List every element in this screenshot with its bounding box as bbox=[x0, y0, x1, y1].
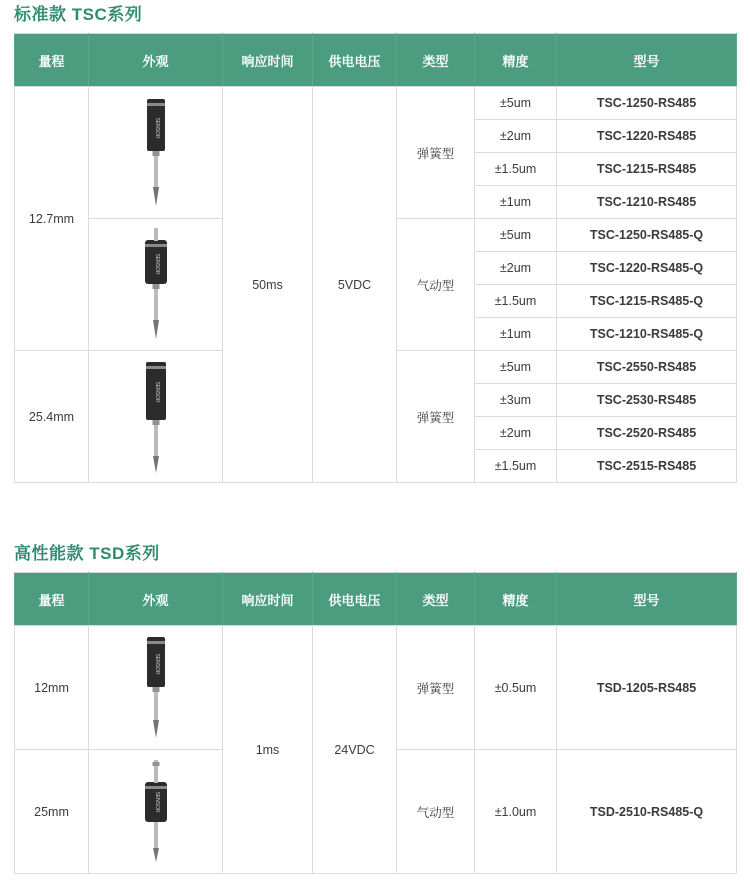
svg-text:SENSOR: SENSOR bbox=[153, 380, 160, 403]
svg-text:SENSOR: SENSOR bbox=[153, 116, 160, 139]
cell-accuracy: ±5um bbox=[475, 351, 557, 384]
cell-type: 气动型 bbox=[397, 750, 475, 874]
spec-table-tsc bbox=[14, 33, 737, 483]
cell-voltage: 5VDC bbox=[313, 87, 397, 483]
cell-type: 弹簧型 bbox=[397, 626, 475, 750]
cell-accuracy: ±2um bbox=[475, 120, 557, 153]
section-title-prefix-tsd: 高性能款 bbox=[14, 544, 84, 563]
section-title-tsd bbox=[14, 539, 750, 564]
header-accuracy: 精度 bbox=[475, 573, 557, 626]
cell-model: TSC-1210-RS485-Q bbox=[557, 318, 737, 351]
cell-accuracy: ±3um bbox=[475, 384, 557, 417]
header-range: 量程 bbox=[15, 573, 89, 626]
header-response-time: 响应时间 bbox=[223, 573, 313, 626]
table-row bbox=[15, 87, 737, 120]
header-voltage: 供电电压 bbox=[313, 34, 397, 87]
sensor-pneumatic-icon bbox=[133, 756, 179, 868]
cell-type: 弹簧型 bbox=[397, 351, 475, 483]
table-header-row bbox=[15, 573, 737, 626]
section-title-series-tsd: TSD系列 bbox=[89, 544, 160, 563]
header-appearance: 外观 bbox=[89, 34, 223, 87]
cell-accuracy: ±5um bbox=[475, 87, 557, 120]
cell-model: TSC-2530-RS485 bbox=[557, 384, 737, 417]
cell-type: 弹簧型 bbox=[397, 87, 475, 219]
cell-model: TSC-2515-RS485 bbox=[557, 450, 737, 483]
cell-response-time: 1ms bbox=[223, 626, 313, 874]
cell-accuracy: ±2um bbox=[475, 252, 557, 285]
cell-model: TSC-2520-RS485 bbox=[557, 417, 737, 450]
header-type: 类型 bbox=[397, 34, 475, 87]
cell-accuracy: ±0.5um bbox=[475, 626, 557, 750]
cell-accuracy: ±1um bbox=[475, 318, 557, 351]
cell-appearance bbox=[89, 750, 223, 874]
section-title-series-tsc: TSC系列 bbox=[71, 5, 143, 24]
sensor-pneumatic-icon bbox=[133, 226, 179, 344]
cell-accuracy: ±1.5um bbox=[475, 153, 557, 186]
sensor-spring-icon bbox=[133, 358, 179, 476]
table-row bbox=[15, 626, 737, 750]
section-title-prefix-tsc: 标准款 bbox=[14, 5, 67, 24]
cell-model: TSD-2510-RS485-Q bbox=[557, 750, 737, 874]
cell-appearance bbox=[89, 626, 223, 750]
cell-model: TSC-1215-RS485-Q bbox=[557, 285, 737, 318]
header-type: 类型 bbox=[397, 573, 475, 626]
header-accuracy: 精度 bbox=[475, 34, 557, 87]
svg-text:SENSOR: SENSOR bbox=[153, 652, 160, 675]
section-title-tsc bbox=[14, 0, 750, 25]
cell-model: TSD-1205-RS485 bbox=[557, 626, 737, 750]
table-header-row bbox=[15, 34, 737, 87]
cell-accuracy: ±2um bbox=[475, 417, 557, 450]
cell-response-time: 50ms bbox=[223, 87, 313, 483]
sensor-spring-icon bbox=[133, 632, 179, 744]
cell-accuracy: ±5um bbox=[475, 219, 557, 252]
cell-accuracy: ±1.0um bbox=[475, 750, 557, 874]
cell-model: TSC-1250-RS485 bbox=[557, 87, 737, 120]
spec-table-tsd bbox=[14, 572, 737, 874]
header-model: 型号 bbox=[557, 34, 737, 87]
cell-appearance bbox=[89, 87, 223, 219]
cell-model: TSC-1220-RS485 bbox=[557, 120, 737, 153]
cell-model: TSC-1210-RS485 bbox=[557, 186, 737, 219]
cell-model: TSC-2550-RS485 bbox=[557, 351, 737, 384]
cell-type: 气动型 bbox=[397, 219, 475, 351]
header-voltage: 供电电压 bbox=[313, 573, 397, 626]
cell-model: TSC-1250-RS485-Q bbox=[557, 219, 737, 252]
header-model: 型号 bbox=[557, 573, 737, 626]
sensor-spring-icon bbox=[133, 94, 179, 212]
cell-appearance bbox=[89, 219, 223, 351]
cell-model: TSC-1215-RS485 bbox=[557, 153, 737, 186]
cell-accuracy: ±1.5um bbox=[475, 285, 557, 318]
svg-text:SENSOR: SENSOR bbox=[153, 790, 160, 813]
header-range: 量程 bbox=[15, 34, 89, 87]
header-response-time: 响应时间 bbox=[223, 34, 313, 87]
cell-range: 12mm bbox=[15, 626, 89, 750]
cell-appearance bbox=[89, 351, 223, 483]
cell-accuracy: ±1.5um bbox=[475, 450, 557, 483]
cell-model: TSC-1220-RS485-Q bbox=[557, 252, 737, 285]
svg-text:SENSOR: SENSOR bbox=[153, 252, 160, 275]
section-gap bbox=[0, 483, 750, 539]
cell-range: 25mm bbox=[15, 750, 89, 874]
cell-voltage: 24VDC bbox=[313, 626, 397, 874]
cell-range: 12.7mm bbox=[15, 87, 89, 351]
cell-accuracy: ±1um bbox=[475, 186, 557, 219]
cell-range: 25.4mm bbox=[15, 351, 89, 483]
header-appearance: 外观 bbox=[89, 573, 223, 626]
